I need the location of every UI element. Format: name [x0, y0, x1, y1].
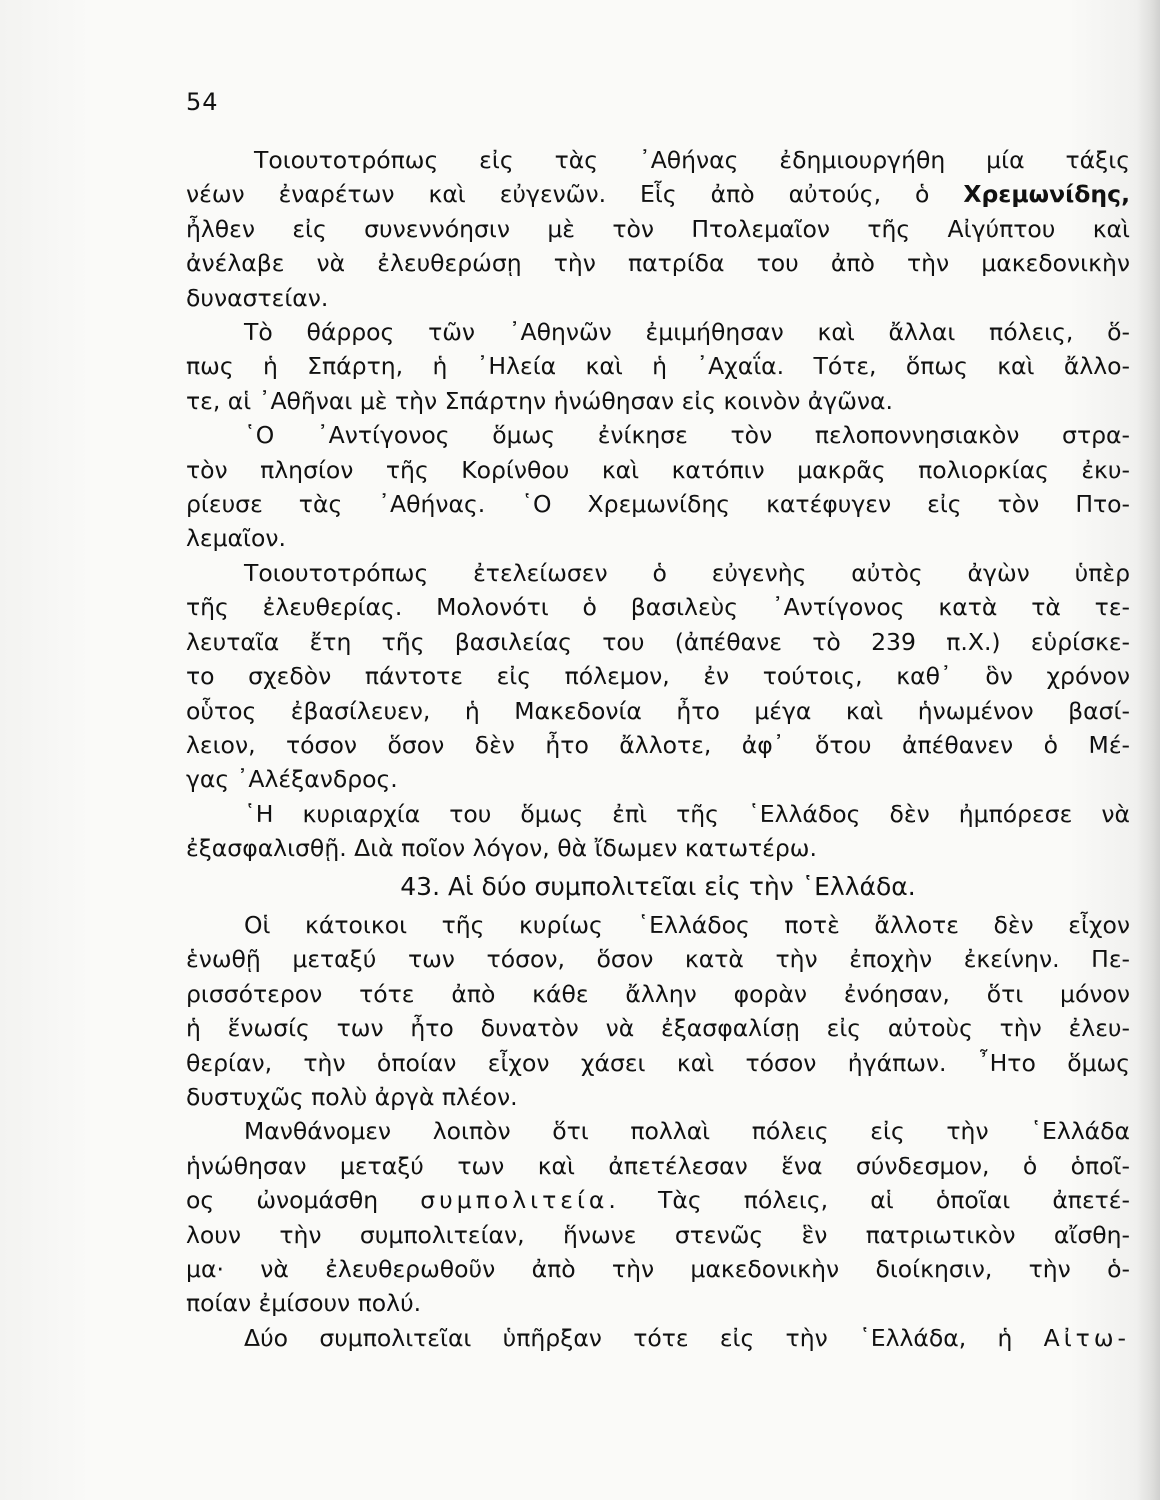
spaced-term: Αἰτω-: [1043, 1323, 1130, 1352]
text-line: Τοιουτοτρόπως ἐτελείωσεν ὁ εὐγενὴς αὐτὸς ἀγὼν ὑπὲρ: [244, 558, 1130, 587]
text-line: γας ᾿Αλέξανδρος.: [186, 765, 398, 794]
text-line: [186, 1321, 1130, 1355]
text-line: οὗτος ἐβασίλευεν, ἡ Μακεδονία ἦτο μέγα καὶ ἡνωμένον βασί-: [186, 696, 1130, 725]
text-line: δυναστείαν.: [186, 283, 329, 312]
spaced-term: συμπολιτεία: [420, 1186, 609, 1215]
text-line: λευταῖα ἔτη τῆς βασιλείας του (ἀπέθανε τὸ 239 π.Χ.) εὑρίσκε-: [186, 627, 1130, 656]
text-line: ἐξασφαλισθῇ. Διὰ ποῖον λόγον, θὰ ἴδωμεν κατωτέρω.: [186, 834, 817, 863]
text-line: λεμαῖον.: [186, 524, 286, 553]
text-line: λουν τὴν συμπολιτείαν, ἥνωνε στενῶς ἓν πατριωτικὸν αἴσθη-: [186, 1220, 1130, 1249]
text-line: ἡ ἕνωσίς των ἦτο δυνατὸν νὰ ἐξασφαλίσῃ εἰς αὐτοὺς τὴν ἐλευ-: [186, 1014, 1130, 1043]
text-line: ἡνώθησαν μεταξύ των καὶ ἀπετέλεσαν ἕνα σύνδεσμον, ὁ ὁποῖ-: [186, 1151, 1130, 1180]
text-line: ποίαν ἐμίσουν πολύ.: [186, 1289, 422, 1318]
text-line: τὸν πλησίον τῆς Κορίνθου καὶ κατόπιν μακρᾶς πολιορκίας ἐκυ-: [186, 455, 1130, 484]
text-fragment: ος ὠνομάσθη: [186, 1186, 421, 1215]
text-line: δυστυχῶς πολὺ ἀργὰ πλέον.: [186, 1082, 518, 1111]
name-highlight: Χρεμωνίδης,: [963, 180, 1130, 209]
text-line: [186, 177, 1130, 211]
text-line: Τοιουτοτρόπως εἰς τὰς ᾿Αθήνας ἐδημιουργήθη μία τάξις: [254, 146, 1130, 174]
text-line: θερίαν, τὴν ὁποίαν εἶχον χάσει καὶ τόσον ἠγάπων. ῏Ητο ὅμως: [186, 1048, 1130, 1077]
page-edge-shadow: [1136, 0, 1160, 1500]
body-text: [186, 143, 1130, 1355]
text-line: μα· νὰ ἐλευθερωθοῦν ἀπὸ τὴν μακεδονικὴν διοίκησιν, τὴν ὁ-: [186, 1255, 1130, 1283]
text-line: ρίευσε τὰς ᾿Αθήνας. ῾Ο Χρεμωνίδης κατέφυγεν εἰς τὸν Πτο-: [186, 490, 1130, 519]
text-line: ἀνέλαβε νὰ ἐλευθερώσῃ τὴν πατρίδα του ἀπὸ τὴν μακεδονικὴν: [186, 249, 1130, 278]
text-line: Μανθάνομεν λοιπὸν ὅτι πολλαὶ πόλεις εἰς τὴν ῾Ελλάδα: [244, 1117, 1130, 1146]
text-line: Τὸ θάρρος τῶν ᾿Αθηνῶν ἐμιμήθησαν καὶ ἄλλαι πόλεις, ὅ-: [244, 318, 1130, 347]
text-line: το σχεδὸν πάντοτε εἰς πόλεμον, ἐν τούτοις, καθ᾿ ὃν χρόνον: [186, 662, 1130, 691]
text-line: ἦλθεν εἰς συνεννόησιν μὲ τὸν Πτολεμαῖον τῆς Αἰγύπτου καὶ: [186, 214, 1130, 243]
text-line: Οἱ κάτοικοι τῆς κυρίως ῾Ελλάδος ποτὲ ἄλλοτε δὲν εἶχον: [244, 910, 1130, 939]
section-heading: 43. Αἱ δύο συμπολιτεῖαι εἰς τὴν ῾Ελλάδα.: [400, 871, 916, 901]
text-fragment: . Τὰς πόλεις, αἱ ὁποῖαι ἀπετέ-: [608, 1186, 1130, 1215]
text-line: ρισσότερον τότε ἀπὸ κάθε ἄλλην φορὰν ἐνόησαν, ὅτι μόνον: [186, 979, 1130, 1008]
text-line: τε, αἱ ᾿Αθῆναι μὲ τὴν Σπάρτην ἡνώθησαν εἰς κοινὸν ἀγῶνα.: [186, 386, 893, 415]
text-line: λειον, τόσον ὅσον δὲν ἦτο ἄλλοτε, ἀφ᾿ ὅτου ἀπέθανεν ὁ Μέ-: [186, 730, 1130, 759]
page-number: 54: [186, 88, 219, 116]
text-line: ἑνωθῇ μεταξύ των τόσον, ὅσον κατὰ τὴν ἐποχὴν ἐκείνην. Πε-: [186, 945, 1130, 974]
text-line: ῾Η κυριαρχία του ὅμως ἐπὶ τῆς ῾Ελλάδος δὲν ἠμπόρεσε νὰ: [244, 799, 1130, 828]
text-line: ῾Ο ᾿Αντίγονος ὅμως ἐνίκησε τὸν πελοποννησιακὸν στρα-: [244, 421, 1130, 450]
text-line: πως ἡ Σπάρτη, ἡ ᾿Ηλεία καὶ ἡ ᾿Αχαΐα. Τότε, ὅπως καὶ ἄλλο-: [186, 352, 1130, 381]
text-line: [186, 1183, 1130, 1217]
text-fragment: Δύο συμπολιτεῖαι ὑπῆρξαν τότε εἰς τὴν ῾Ελλάδα, ἡ: [244, 1323, 1044, 1352]
text-line: τῆς ἐλευθερίας. Μολονότι ὁ βασιλεὺς ᾿Αντίγονος κατὰ τὰ τε-: [186, 593, 1130, 622]
text-fragment: νέων ἐναρέτων καὶ εὐγενῶν. Εἷς ἀπὸ αὐτούς, ὁ: [186, 180, 964, 209]
